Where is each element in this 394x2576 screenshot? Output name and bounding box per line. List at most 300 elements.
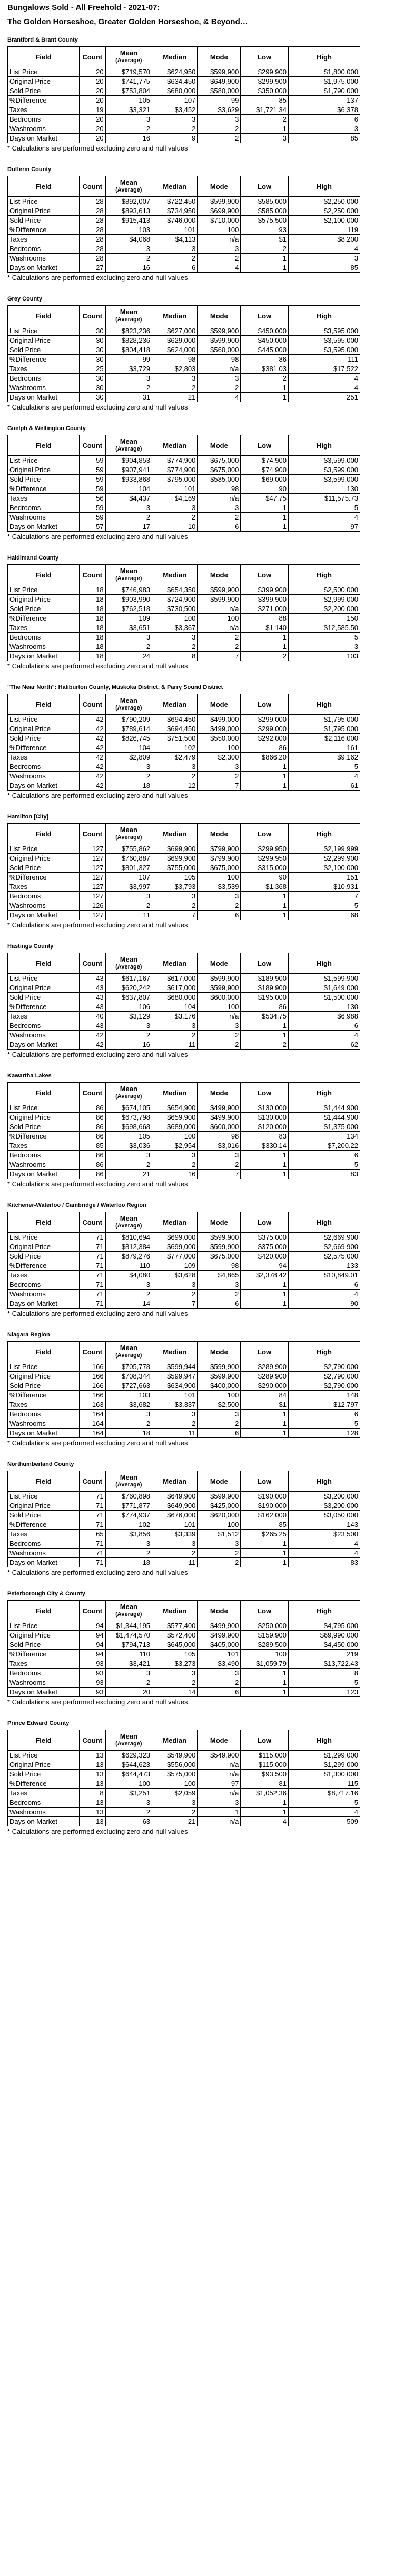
value-cell: $795,000: [152, 475, 198, 484]
value-cell: 6: [288, 1021, 360, 1031]
value-cell: $762,518: [105, 604, 152, 614]
value-cell: 86: [79, 1132, 105, 1141]
table-row: [8, 1391, 360, 1400]
value-cell: 8: [152, 652, 198, 661]
value-cell: $1,368: [241, 882, 289, 892]
value-cell: 2: [198, 642, 241, 652]
field-cell: Washrooms: [8, 772, 80, 781]
table-row: [8, 1103, 360, 1113]
value-cell: $676,000: [152, 1511, 198, 1520]
value-cell: 71: [79, 1558, 105, 1567]
table-row: [8, 595, 360, 604]
header-average-line: (Average): [115, 1352, 142, 1359]
table-row: [8, 494, 360, 503]
value-cell: 3: [198, 1798, 241, 1808]
stats-table: [7, 176, 360, 273]
footnote: * Calculations are performed excluding zero and null values: [7, 792, 188, 800]
table-row: [8, 1151, 360, 1160]
value-cell: 83: [288, 1558, 360, 1567]
field-cell: Original Price: [8, 336, 80, 345]
value-cell: 219: [288, 1650, 360, 1659]
field-cell: List Price: [8, 974, 80, 983]
value-cell: $585,000: [241, 197, 289, 206]
value-cell: 6: [152, 263, 198, 273]
value-cell: $189,900: [241, 983, 289, 993]
value-cell: 11: [152, 1558, 198, 1567]
value-cell: 18: [79, 585, 105, 595]
value-cell: 6: [198, 1688, 241, 1697]
value-cell: 1: [241, 1151, 289, 1160]
value-cell: 2: [198, 901, 241, 911]
value-cell: 3: [198, 1280, 241, 1290]
field-cell: Sold Price: [8, 993, 80, 1002]
stats-table: [7, 694, 360, 791]
value-cell: $600,000: [198, 993, 241, 1002]
value-cell: 1: [241, 124, 289, 134]
column-header: Count: [79, 176, 105, 197]
value-cell: $4,437: [105, 494, 152, 503]
value-cell: $746,983: [105, 585, 152, 595]
column-header: Field: [8, 1471, 80, 1492]
value-cell: 6: [288, 1151, 360, 1160]
header-average-line: (Average): [115, 316, 142, 323]
value-cell: $3,452: [152, 105, 198, 115]
value-cell: 20: [79, 124, 105, 134]
field-cell: Days on Market: [8, 1040, 80, 1050]
value-cell: $290,000: [241, 1381, 289, 1391]
value-cell: $289,900: [241, 1372, 289, 1381]
column-header: Field: [8, 306, 80, 326]
table-row: [8, 1520, 360, 1530]
value-cell: $6,988: [288, 1012, 360, 1021]
value-cell: $1: [241, 1400, 289, 1410]
column-header: Mode: [198, 824, 241, 844]
field-cell: %Difference: [8, 1261, 80, 1271]
value-cell: 134: [288, 1132, 360, 1141]
value-cell: $774,900: [152, 465, 198, 475]
field-cell: %Difference: [8, 873, 80, 882]
table-row: [8, 513, 360, 522]
value-cell: $3,793: [152, 882, 198, 892]
value-cell: $730,500: [152, 604, 198, 614]
column-header: [105, 1471, 152, 1492]
column-header: Low: [241, 694, 289, 715]
table-row: [8, 1492, 360, 1501]
value-cell: 42: [79, 762, 105, 772]
value-cell: $710,000: [198, 216, 241, 225]
value-cell: 31: [105, 393, 152, 402]
value-cell: $826,745: [105, 734, 152, 743]
value-cell: 25: [79, 364, 105, 374]
value-cell: 16: [105, 263, 152, 273]
value-cell: $560,000: [198, 345, 241, 355]
value-cell: $634,450: [152, 77, 198, 86]
table-row: [8, 854, 360, 863]
value-cell: 98: [198, 1132, 241, 1141]
value-cell: 164: [79, 1410, 105, 1419]
value-cell: 100: [152, 1132, 198, 1141]
table-row: [8, 642, 360, 652]
value-cell: 13: [79, 1751, 105, 1760]
value-cell: 86: [241, 355, 289, 364]
value-cell: $3,321: [105, 105, 152, 115]
value-cell: 20: [79, 96, 105, 105]
value-cell: $6,378: [288, 105, 360, 115]
value-cell: 3: [152, 1539, 198, 1549]
field-cell: List Price: [8, 585, 80, 595]
value-cell: $599,900: [198, 336, 241, 345]
field-cell: List Price: [8, 1103, 80, 1113]
value-cell: 150: [288, 614, 360, 623]
value-cell: $599,900: [198, 1492, 241, 1501]
value-cell: $11,575.73: [288, 494, 360, 503]
value-cell: $17,522: [288, 364, 360, 374]
column-header: Field: [8, 1601, 80, 1621]
value-cell: 2: [198, 1419, 241, 1429]
value-cell: 11: [152, 1429, 198, 1438]
value-cell: 101: [152, 225, 198, 235]
value-cell: $292,000: [241, 734, 289, 743]
header-mean-line: Mean: [120, 1603, 137, 1611]
value-cell: $499,900: [198, 1113, 241, 1122]
value-cell: 42: [79, 753, 105, 762]
value-cell: $1,795,000: [288, 724, 360, 734]
value-cell: 71: [79, 1271, 105, 1280]
table-row: [8, 1400, 360, 1410]
value-cell: 2: [152, 513, 198, 522]
value-cell: $599,900: [198, 1233, 241, 1242]
county-section: [7, 942, 387, 1059]
stats-table: [7, 1600, 360, 1697]
column-header: Field: [8, 435, 80, 456]
value-cell: 3: [152, 1151, 198, 1160]
value-cell: 2: [105, 1808, 152, 1817]
value-cell: $2,669,900: [288, 1233, 360, 1242]
column-header: [105, 47, 152, 67]
value-cell: 13: [79, 1760, 105, 1770]
county-title: Guelph & Wellington County: [7, 425, 86, 432]
table-row: [8, 863, 360, 873]
field-cell: %Difference: [8, 1779, 80, 1789]
value-cell: 127: [79, 882, 105, 892]
value-cell: 6: [198, 911, 241, 920]
field-cell: Sold Price: [8, 604, 80, 614]
value-cell: 18: [79, 652, 105, 661]
value-cell: 2: [105, 642, 152, 652]
table-row: [8, 1669, 360, 1678]
table-row: [8, 1290, 360, 1299]
value-cell: $577,400: [152, 1621, 198, 1631]
value-cell: 1: [241, 1549, 289, 1558]
value-cell: n/a: [198, 235, 241, 244]
field-cell: Washrooms: [8, 1031, 80, 1040]
value-cell: 127: [79, 873, 105, 882]
value-cell: $47.75: [241, 494, 289, 503]
value-cell: 1: [241, 1688, 289, 1697]
value-cell: 127: [79, 854, 105, 863]
table-row: [8, 1021, 360, 1031]
stats-table: [7, 1082, 360, 1179]
table-row: [8, 1280, 360, 1290]
county-section: [7, 1719, 387, 1836]
value-cell: $250,000: [241, 1621, 289, 1631]
value-cell: $2,809: [105, 753, 152, 762]
value-cell: 30: [79, 393, 105, 402]
field-cell: Sold Price: [8, 475, 80, 484]
field-cell: Days on Market: [8, 1688, 80, 1697]
value-cell: 2: [152, 642, 198, 652]
column-header: Count: [79, 306, 105, 326]
value-cell: $627,000: [152, 326, 198, 336]
value-cell: 43: [79, 1021, 105, 1031]
column-header: Count: [79, 694, 105, 715]
value-cell: $120,000: [241, 1122, 289, 1132]
value-cell: $599,900: [198, 1242, 241, 1252]
value-cell: $4,068: [105, 235, 152, 244]
value-cell: 2: [241, 374, 289, 383]
table-row: [8, 1511, 360, 1520]
value-cell: $69,990,000: [288, 1631, 360, 1640]
value-cell: $3,599,000: [288, 456, 360, 465]
value-cell: 20: [79, 67, 105, 77]
column-header: Count: [79, 824, 105, 844]
value-cell: $575,500: [241, 216, 289, 225]
value-cell: 100: [241, 1650, 289, 1659]
table-row: [8, 1501, 360, 1511]
field-cell: List Price: [8, 1751, 80, 1760]
value-cell: $828,236: [105, 336, 152, 345]
value-cell: $907,941: [105, 465, 152, 475]
value-cell: 103: [105, 225, 152, 235]
table-row: [8, 197, 360, 206]
value-cell: $1,512: [198, 1530, 241, 1539]
value-cell: 18: [79, 642, 105, 652]
column-header: Count: [79, 565, 105, 585]
value-cell: $724,900: [152, 595, 198, 604]
value-cell: $3,628: [152, 1271, 198, 1280]
value-cell: 62: [288, 1040, 360, 1050]
header-average-line: (Average): [115, 446, 142, 452]
table-row: [8, 345, 360, 355]
value-cell: $350,000: [241, 86, 289, 96]
value-cell: 86: [79, 1151, 105, 1160]
value-cell: $637,807: [105, 993, 152, 1002]
footnote: * Calculations are performed excluding zero and null values: [7, 1310, 188, 1317]
value-cell: 3: [105, 1410, 152, 1419]
stats-table: [7, 305, 360, 402]
column-header: Mode: [198, 176, 241, 197]
value-cell: 6: [198, 1299, 241, 1309]
value-cell: $741,775: [105, 77, 152, 86]
value-cell: 30: [79, 355, 105, 364]
footnote: * Calculations are performed excluding zero and null values: [7, 1828, 188, 1835]
value-cell: $265.25: [241, 1530, 289, 1539]
value-cell: 21: [152, 393, 198, 402]
value-cell: $933,868: [105, 475, 152, 484]
value-cell: $599,900: [198, 197, 241, 206]
column-header: [105, 1083, 152, 1103]
column-header: High: [288, 824, 360, 844]
table-row: [8, 1817, 360, 1826]
value-cell: $299,900: [241, 77, 289, 86]
value-cell: $892,007: [105, 197, 152, 206]
value-cell: $9,162: [288, 753, 360, 762]
header-average-line: (Average): [115, 705, 142, 711]
column-header: Median: [152, 1083, 198, 1103]
value-cell: 509: [288, 1817, 360, 1826]
value-cell: $645,000: [152, 1640, 198, 1650]
value-cell: 109: [152, 1261, 198, 1271]
value-cell: 2: [105, 901, 152, 911]
table-row: [8, 1233, 360, 1242]
value-cell: $599,900: [198, 326, 241, 336]
value-cell: 5: [288, 762, 360, 772]
value-cell: 98: [152, 355, 198, 364]
value-cell: 1: [241, 1299, 289, 1309]
value-cell: 2: [198, 1549, 241, 1558]
stats-table: [7, 564, 360, 661]
value-cell: $499,900: [198, 1103, 241, 1113]
value-cell: 166: [79, 1391, 105, 1400]
value-cell: n/a: [198, 604, 241, 614]
value-cell: 42: [79, 781, 105, 791]
value-cell: 101: [152, 1520, 198, 1530]
value-cell: $299,000: [241, 724, 289, 734]
value-cell: $159,900: [241, 1631, 289, 1640]
table-row: [8, 206, 360, 216]
value-cell: 93: [79, 1669, 105, 1678]
column-header: High: [288, 1730, 360, 1751]
value-cell: 99: [105, 355, 152, 364]
header-row: [8, 47, 360, 67]
value-cell: $3,595,000: [288, 345, 360, 355]
value-cell: $722,450: [152, 197, 198, 206]
value-cell: $599,900: [198, 974, 241, 983]
value-cell: $1,721.34: [241, 105, 289, 115]
value-cell: 40: [79, 1012, 105, 1021]
value-cell: 86: [79, 1103, 105, 1113]
value-cell: $3,339: [152, 1530, 198, 1539]
value-cell: 71: [79, 1539, 105, 1549]
value-cell: 20: [79, 115, 105, 124]
value-cell: $499,900: [198, 1631, 241, 1640]
value-cell: $1,299,000: [288, 1751, 360, 1760]
value-cell: 7: [198, 652, 241, 661]
value-cell: $420,000: [241, 1252, 289, 1261]
value-cell: 1: [241, 1160, 289, 1170]
county-section: [7, 1330, 387, 1447]
value-cell: 97: [198, 1779, 241, 1789]
value-cell: 20: [79, 77, 105, 86]
value-cell: 16: [152, 1170, 198, 1179]
value-cell: 68: [288, 911, 360, 920]
value-cell: $2,999,000: [288, 595, 360, 604]
value-cell: 42: [79, 734, 105, 743]
table-row: [8, 1299, 360, 1309]
field-cell: Sold Price: [8, 1511, 80, 1520]
value-cell: 3: [288, 254, 360, 263]
column-header: Low: [241, 1083, 289, 1103]
column-header: Field: [8, 47, 80, 67]
value-cell: $654,900: [152, 1103, 198, 1113]
value-cell: 133: [288, 1261, 360, 1271]
table-row: [8, 503, 360, 513]
value-cell: $2,790,000: [288, 1381, 360, 1391]
field-cell: Washrooms: [8, 513, 80, 522]
value-cell: 83: [241, 1132, 289, 1141]
column-header: Low: [241, 47, 289, 67]
value-cell: 85: [79, 1141, 105, 1151]
column-header: [105, 824, 152, 844]
value-cell: $12,585.50: [288, 623, 360, 633]
value-cell: $673,798: [105, 1113, 152, 1122]
column-header: High: [288, 176, 360, 197]
value-cell: 1: [241, 513, 289, 522]
column-header: [105, 1212, 152, 1233]
header-mean-line: Mean: [120, 696, 137, 704]
value-cell: 2: [198, 1290, 241, 1299]
value-cell: $3,273: [152, 1659, 198, 1669]
county-section: [7, 553, 387, 671]
value-cell: 2: [105, 1549, 152, 1558]
column-header: Field: [8, 1083, 80, 1103]
field-cell: Taxes: [8, 882, 80, 892]
value-cell: 94: [79, 1631, 105, 1640]
county-title: Peterborough City & County: [7, 1591, 85, 1597]
value-cell: 4: [288, 1539, 360, 1549]
value-cell: 1: [241, 1669, 289, 1678]
value-cell: $624,000: [152, 345, 198, 355]
value-cell: 3: [198, 892, 241, 901]
stats-table: [7, 1730, 360, 1826]
value-cell: 100: [198, 614, 241, 623]
column-header: Median: [152, 1471, 198, 1492]
table-row: [8, 1650, 360, 1659]
value-cell: 4: [198, 263, 241, 273]
county-title: "The Near North": Haliburton County, Muskoka District, & Parry Sound District: [7, 684, 223, 691]
value-cell: $315,000: [241, 863, 289, 873]
value-cell: 86: [79, 1113, 105, 1122]
column-header: Low: [241, 176, 289, 197]
value-cell: 7: [288, 892, 360, 901]
field-cell: Days on Market: [8, 522, 80, 532]
value-cell: $3,036: [105, 1141, 152, 1151]
header-mean-line: Mean: [120, 1344, 137, 1352]
value-cell: $801,327: [105, 863, 152, 873]
table-row: [8, 96, 360, 105]
header-row: [8, 565, 360, 585]
field-cell: Original Price: [8, 77, 80, 86]
value-cell: 18: [105, 1429, 152, 1438]
value-cell: 42: [79, 1040, 105, 1050]
value-cell: 3: [105, 1669, 152, 1678]
value-cell: 100: [198, 873, 241, 882]
table-row: [8, 1132, 360, 1141]
field-cell: Original Price: [8, 983, 80, 993]
value-cell: 28: [79, 206, 105, 216]
header-mean-line: Mean: [120, 437, 137, 445]
value-cell: $624,950: [152, 67, 198, 77]
table-row: [8, 983, 360, 993]
table-row: [8, 1410, 360, 1419]
value-cell: 9: [152, 134, 198, 143]
value-cell: 86: [241, 1002, 289, 1012]
value-cell: 2: [152, 1808, 198, 1817]
header-mean-line: Mean: [120, 1473, 137, 1481]
field-cell: Bedrooms: [8, 1280, 80, 1290]
field-cell: Bedrooms: [8, 244, 80, 254]
column-header: Mode: [198, 47, 241, 67]
